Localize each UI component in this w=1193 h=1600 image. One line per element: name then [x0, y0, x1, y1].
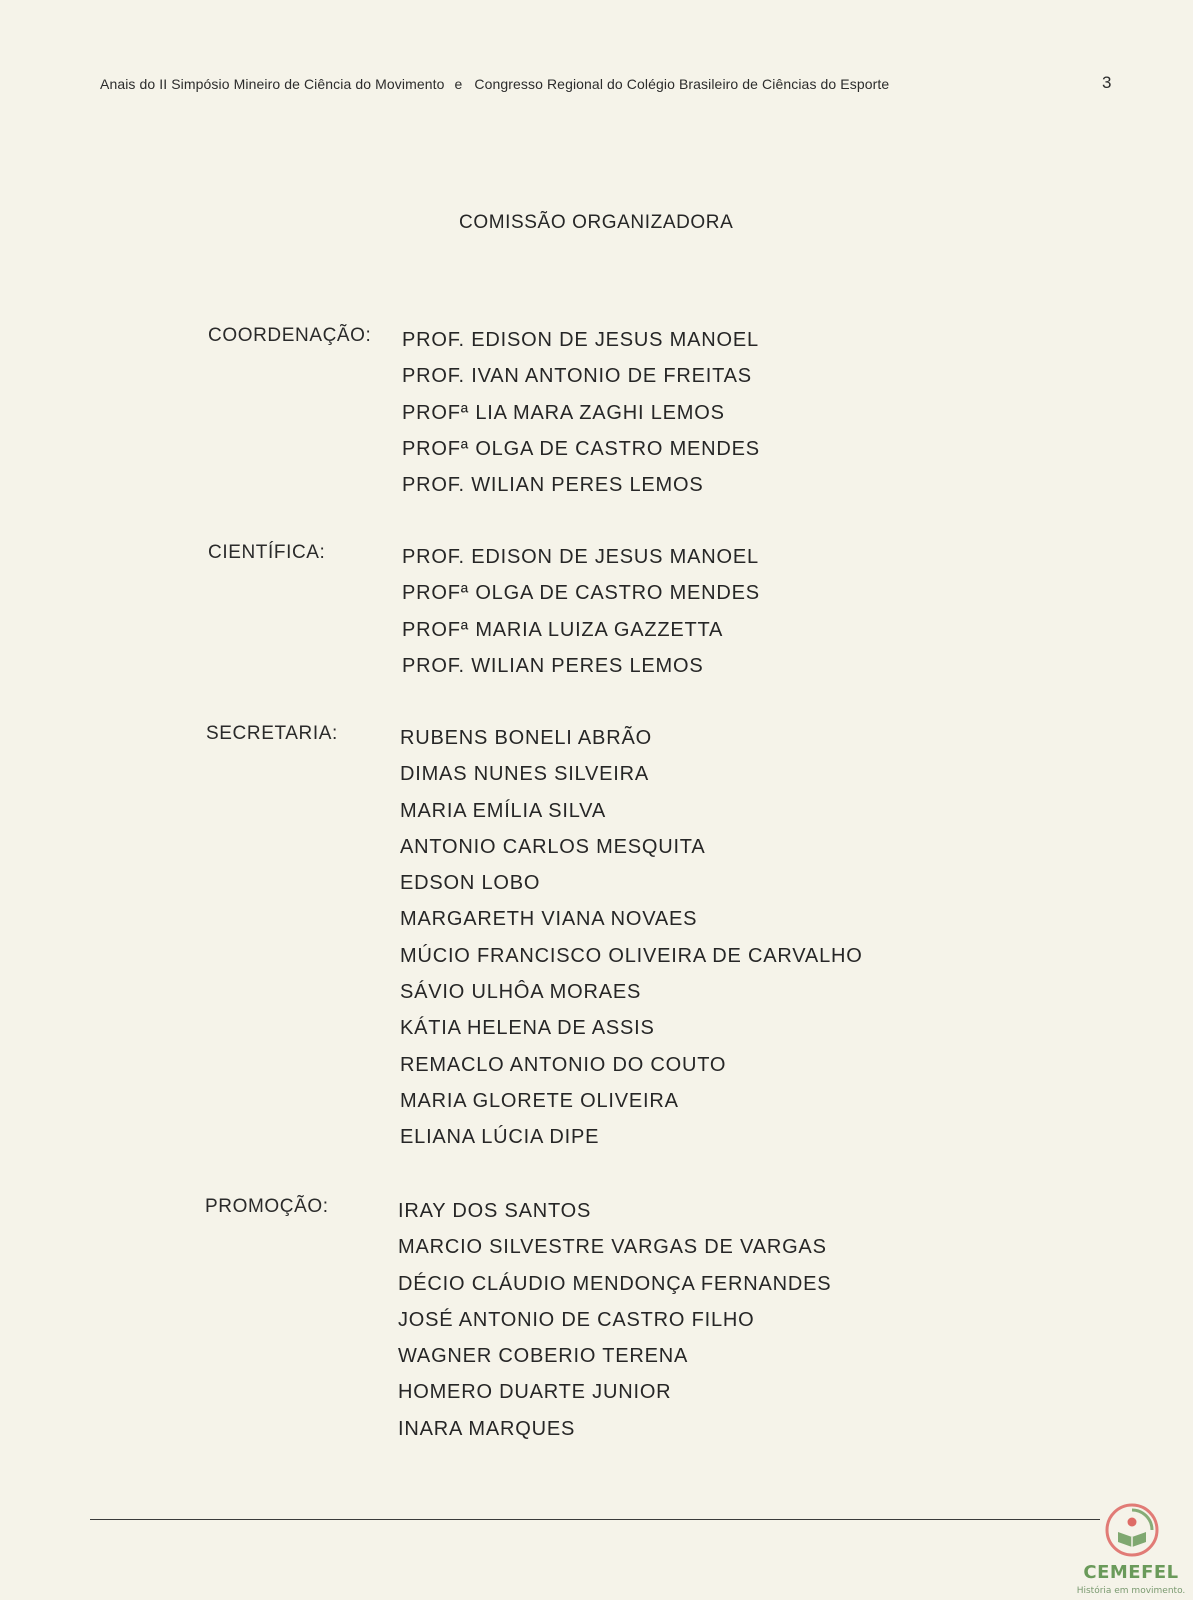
- names-list: [398, 1193, 831, 1447]
- list-item: PROF. EDISON DE JESUS MANOEL: [402, 329, 759, 351]
- list-item: MARGARETH VIANA NOVAES: [400, 908, 698, 931]
- list-item: INARA MARQUES: [398, 1417, 576, 1440]
- list-item: SÁVIO ULHÔA MORAES: [400, 981, 642, 1004]
- list-item: MARIA GLORETE OLIVEIRA: [400, 1089, 679, 1112]
- section-label: CIENTÍFICA:: [208, 542, 326, 563]
- book-leaf-icon: [1104, 1502, 1160, 1558]
- list-item: PROF. WILIAN PERES LEMOS: [402, 654, 704, 677]
- list-item: JOSÉ ANTONIO DE CASTRO FILHO: [398, 1308, 755, 1331]
- footer-rule: [90, 1519, 1100, 1520]
- logo-brand: CEMEFEL: [1083, 1562, 1179, 1583]
- list-item: WAGNER COBERIO TERENA: [398, 1345, 689, 1368]
- running-title-left: Anais do II Simpósio Mineiro de Ciência do Movimento: [100, 76, 445, 92]
- list-item: MÚCIO FRANCISCO OLIVEIRA DE CARVALHO: [400, 944, 863, 967]
- page-title: COMISSÃO ORGANIZADORA: [459, 212, 734, 233]
- section-label: SECRETARIA:: [206, 723, 338, 744]
- list-item: MARIA EMÍLIA SILVA: [400, 799, 606, 822]
- list-item: PROF. WILIAN PERES LEMOS: [402, 474, 704, 497]
- list-item: HOMERO DUARTE JUNIOR: [398, 1381, 672, 1404]
- list-item: REMACLO ANTONIO DO COUTO: [400, 1053, 727, 1076]
- running-title-right: Congresso Regional do Colégio Brasileiro de Ciências do Esporte: [474, 76, 890, 92]
- names-list: [402, 322, 760, 503]
- section-label: COORDENAÇÃO:: [208, 325, 372, 346]
- list-item: RUBENS BONELI ABRÃO: [400, 727, 652, 749]
- list-item: PROFª LIA MARA ZAGHI LEMOS: [402, 401, 725, 424]
- list-item: PROFª MARIA LUIZA GAZZETTA: [402, 618, 724, 641]
- list-item: PROFª OLGA DE CASTRO MENDES: [402, 582, 760, 605]
- cemefel-logo: [1072, 1502, 1190, 1600]
- running-title-connector: e: [454, 76, 463, 92]
- list-item: PROFª OLGA DE CASTRO MENDES: [402, 437, 760, 460]
- list-item: ELIANA LÚCIA DIPE: [400, 1126, 600, 1149]
- logo-tagline: História em movimento.: [1076, 1586, 1186, 1596]
- list-item: DÉCIO CLÁUDIO MENDONÇA FERNANDES: [398, 1272, 832, 1295]
- list-item: EDSON LOBO: [400, 872, 541, 895]
- names-list: [402, 539, 760, 684]
- page-number: 3: [1102, 73, 1112, 92]
- list-item: MARCIO SILVESTRE VARGAS DE VARGAS: [398, 1236, 827, 1259]
- names-list: [400, 720, 863, 1156]
- list-item: PROF. IVAN ANTONIO DE FREITAS: [402, 365, 752, 388]
- list-item: ANTONIO CARLOS MESQUITA: [400, 835, 706, 858]
- running-header: [100, 76, 1000, 92]
- list-item: IRAY DOS SANTOS: [398, 1200, 592, 1222]
- list-item: DIMAS NUNES SILVEIRA: [400, 763, 650, 786]
- list-item: PROF. EDISON DE JESUS MANOEL: [402, 546, 759, 568]
- section-label: PROMOÇÃO:: [205, 1196, 329, 1217]
- list-item: KÁTIA HELENA DE ASSIS: [400, 1017, 655, 1040]
